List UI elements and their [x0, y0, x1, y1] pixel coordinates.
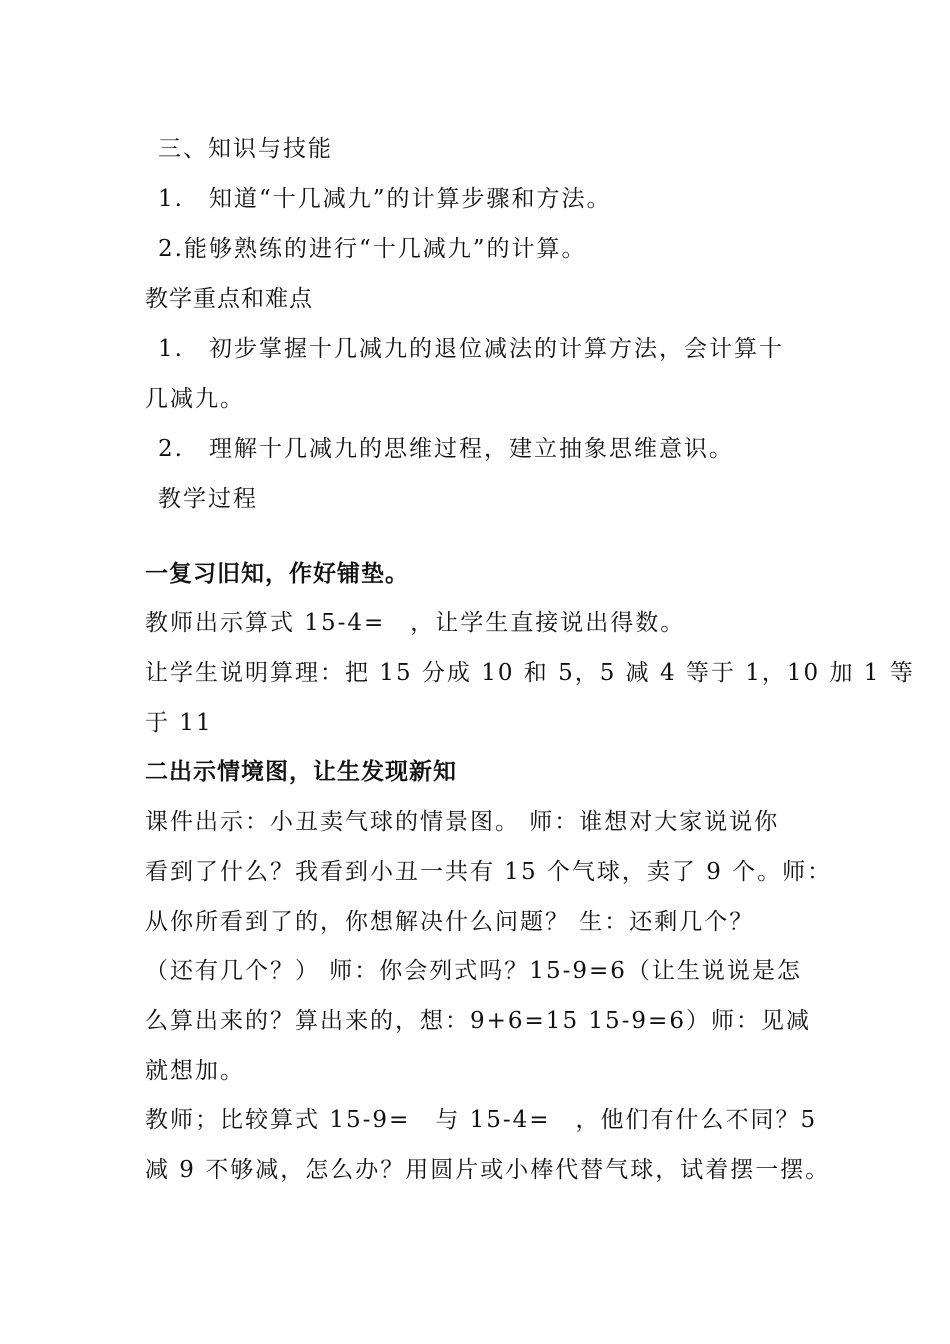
paragraph-line: 于 11 — [145, 710, 213, 736]
paragraph-line: 么算出来的？算出来的，想：9+6=15 15-9=6）师：见减 — [145, 1008, 811, 1034]
paragraph-line: 就想加。 — [145, 1058, 245, 1084]
objective-item-2: 2.能够熟练的进行“十几减九”的计算。 — [158, 236, 587, 262]
paragraph-line: 让学生说明算理：把 15 分成 10 和 5，5 减 4 等于 1，10 加 1 等 — [145, 660, 915, 686]
section-heading-knowledge-skills: 三、知识与技能 — [158, 136, 333, 162]
step-one-heading: 一复习旧知，作好铺垫。 — [145, 561, 409, 587]
paragraph-line: 课件出示：小丑卖气球的情景图。 师：谁想对大家说说你 — [145, 809, 780, 835]
paragraph-line: （还有几个？） 师：你会列式吗？15-9=6（让生说说是怎 — [145, 958, 802, 984]
heading-teaching-process: 教学过程 — [158, 486, 258, 512]
step-two-heading: 二出示情境图，让生发现新知 — [145, 759, 457, 785]
objective-item-1: 1. 知道“十几减九”的计算步骤和方法。 — [158, 186, 612, 212]
key-point-item-1-continued: 几减九。 — [145, 386, 245, 412]
paragraph-line: 减 9 不够减，怎么办？用圆片或小棒代替气球，试着摆一摆。 — [145, 1157, 831, 1183]
paragraph-line: 教师；比较算式 15-9= 与 15-4= ，他们有什么不同？5 — [145, 1107, 818, 1133]
key-point-item-1: 1. 初步掌握十几减九的退位减法的计算方法，会计算十 — [158, 336, 784, 362]
paragraph-line: 教师出示算式 15-4= ，让学生直接说出得数。 — [145, 610, 686, 636]
heading-key-points: 教学重点和难点 — [145, 286, 313, 312]
paragraph-line: 看到了什么？我看到小丑一共有 15 个气球，卖了 9 个。师： — [145, 859, 833, 885]
paragraph-line: 从你所看到了的，你想解决什么问题？ 生：还剩几个？ — [145, 909, 755, 935]
key-point-item-2: 2. 理解十几减九的思维过程，建立抽象思维意识。 — [158, 436, 734, 462]
